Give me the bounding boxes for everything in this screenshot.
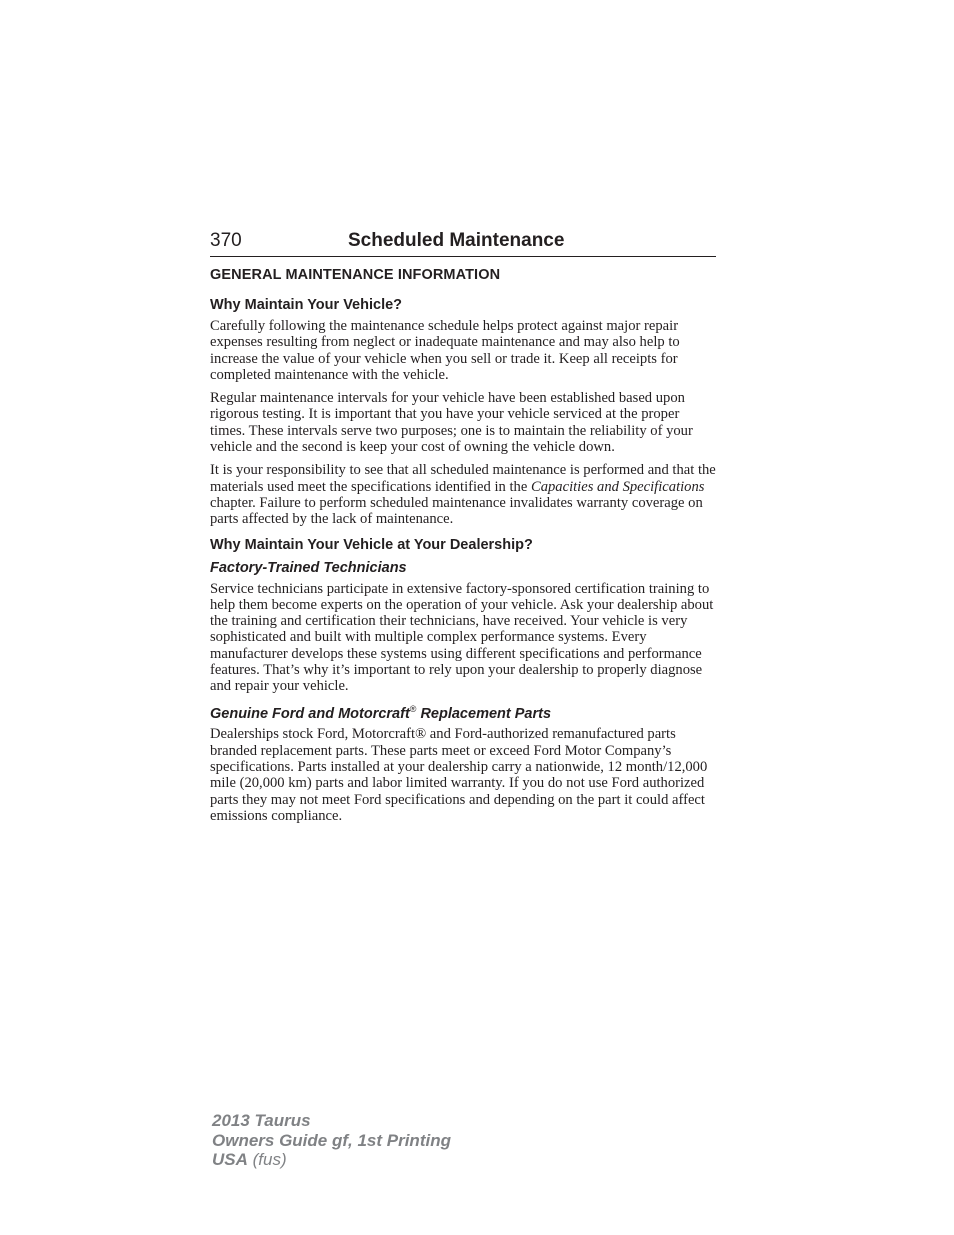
- why-maintain-heading: Why Maintain Your Vehicle?: [210, 297, 403, 313]
- capacities-reference: Capacities and Specifications: [530, 478, 705, 495]
- technicians-heading: Factory-Trained Technicians: [210, 559, 407, 576]
- page-number: 370: [210, 230, 242, 251]
- why-maintain-paragraph-1: Carefully following the maintenance schedule helps protect against major repair expenses resulting from neglect or inadequate maintenance and may also help to increase the value of your vehicle when you sell or trade it. Keep all receipts for completed maintenance with the vehicle.: [210, 318, 680, 383]
- dealership-heading: Why Maintain Your Vehicle at Your Dealership?: [210, 536, 533, 553]
- parts-heading: [210, 704, 716, 722]
- technicians-paragraph: Service technicians participate in extensive factory-sponsored certification training to help them become experts on the operation of your vehicle. Ask your dealership about the training and certification their technicians, have received. Your vehicle is very sophisticated and built with multiple complex performance systems. Every manufacturer develops these systems using different specifications and performance features. That’s why it’s important to rely upon your dealership to properly diagnose and repair your vehicle.: [210, 580, 714, 695]
- parts-heading-text: Replacement Parts: [416, 705, 552, 722]
- footer-country: USA: [212, 1150, 248, 1169]
- page-content: [210, 267, 716, 831]
- why-maintain-paragraph-3: [210, 462, 716, 527]
- parts-paragraph: Dealerships stock Ford, Motorcraft® and Ford-authorized remanufactured parts branded replacement parts. These parts meet or exceed Ford Motor Company’s specifications. Parts installed at your dealership carry a nationwide, 12 month/12,000 mile (20,000 km) parts and labor limited warranty. If you do not use Ford authorized parts they may not meet Ford specifications and depending on the part it could affect emissions compliance.: [210, 726, 708, 824]
- footer-code: (fus): [247, 1150, 287, 1169]
- page-header: [210, 230, 716, 257]
- section-heading: GENERAL MAINTENANCE INFORMATION: [210, 267, 501, 283]
- chapter-title: Scheduled Maintenance: [348, 230, 565, 251]
- page-footer: [212, 1111, 451, 1170]
- paragraph-text: It is your responsibility to see that all scheduled maintenance is performed and that the materials used meet the specifications identified in the: [210, 462, 716, 495]
- registered-mark: ®: [409, 703, 417, 714]
- footer-model: 2013 Taurus: [212, 1111, 311, 1130]
- why-maintain-paragraph-2: Regular maintenance intervals for your vehicle have been established based upon rigorous testing. It is important that you have your vehicle serviced at the proper times. These intervals serve two purposes; one is to maintain the reliability of your vehicle and the second is keep your cost of owning the vehicle down.: [210, 390, 693, 456]
- paragraph-text: chapter. Failure to perform scheduled maintenance invalidates warranty coverage on parts affected by the lack of maintenance.: [210, 494, 703, 528]
- footer-guide: Owners Guide gf, 1st Printing: [212, 1130, 451, 1150]
- footer-region: [212, 1150, 451, 1170]
- parts-heading-text: Genuine Ford and Motorcraft: [210, 705, 410, 722]
